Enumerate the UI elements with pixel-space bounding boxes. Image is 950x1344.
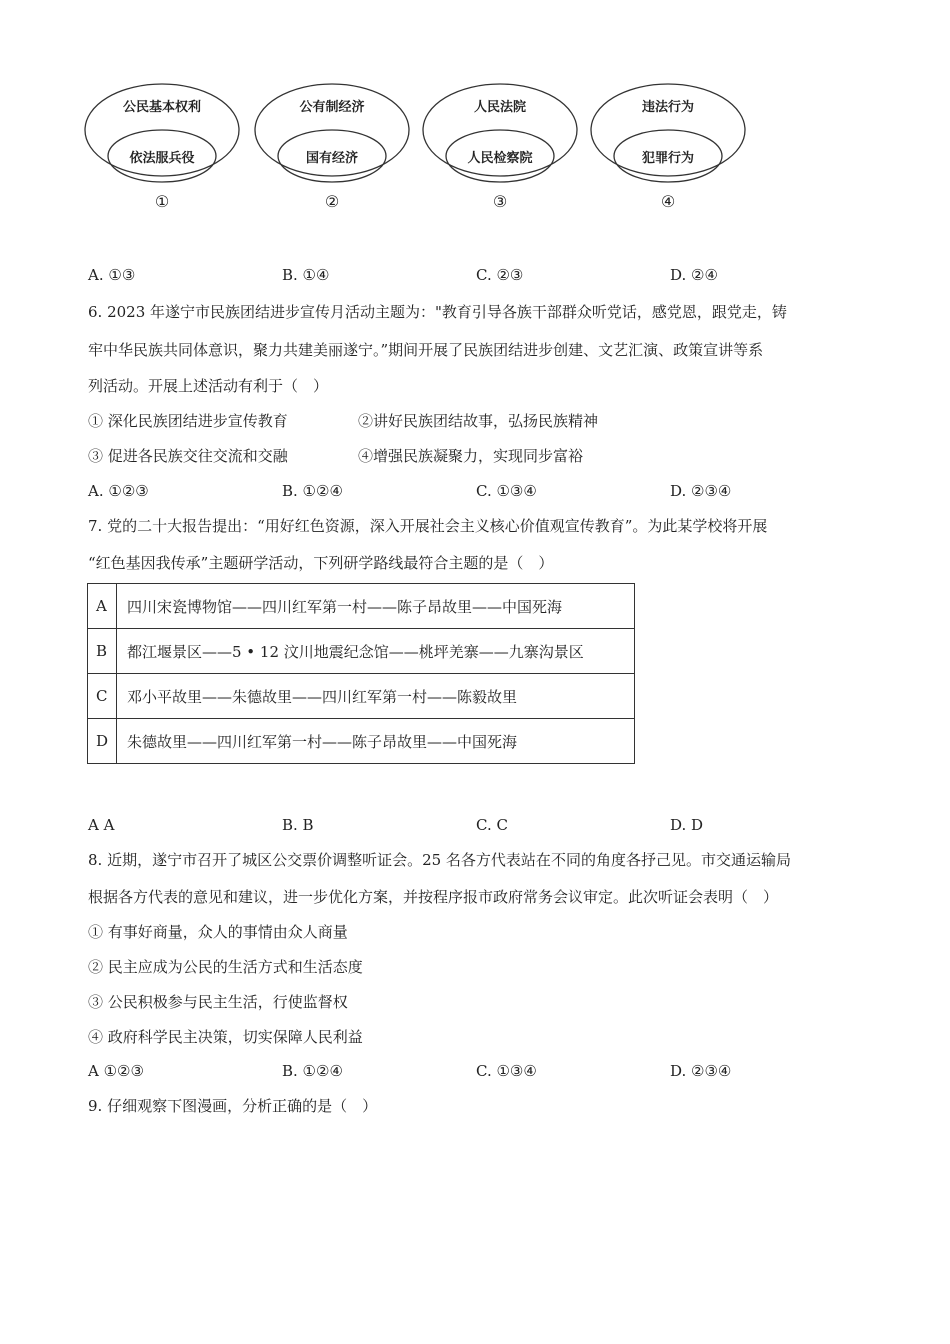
diagram-4-outer-label: 违法行为 (641, 100, 695, 115)
diagram-1 (85, 84, 239, 211)
diagram-2-number: ② (324, 192, 340, 211)
diagram-4 (591, 84, 745, 211)
q5-option-c[interactable]: C. ②③ (476, 266, 524, 284)
q8-statement-2: ② 民主应成为公民的生活方式和生活态度 (88, 958, 363, 976)
diagram-3-inner-label: 人民检察院 (467, 151, 533, 166)
q6-option-b[interactable]: B. ①②④ (282, 482, 343, 500)
diagram-1-inner-label: 依法服兵役 (129, 151, 195, 166)
q5-option-b[interactable]: B. ①④ (282, 266, 330, 284)
diagram-1-outer-label: 公民基本权利 (122, 100, 202, 115)
q8-statement-1: ① 有事好商量，众人的事情由众人商量 (88, 923, 348, 941)
table-row (88, 584, 635, 629)
q6-option-d[interactable]: D. ②③④ (670, 482, 732, 500)
q6-option-c[interactable]: C. ①③④ (476, 482, 537, 500)
diagram-4-number: ④ (660, 192, 676, 211)
row-route: 四川宋瓷博物馆——四川红军第一村——陈子昂故里——中国死海 (117, 584, 635, 629)
venn-diagrams (84, 82, 754, 217)
q7-option-b[interactable]: B. B (282, 816, 314, 834)
table-row (88, 629, 635, 674)
q5-option-d[interactable]: D. ②④ (670, 266, 718, 284)
q7-line-1: 7. 党的二十大报告提出：“用好红色资源，深入开展社会主义核心价值观宣传教育”。为此某学校将开展 (88, 517, 768, 535)
q6-line-2: 牢中华民族共同体意识，聚力共建美丽遂宁。”期间开展了民族团结进步创建、文艺汇演、政策宣讲等系 (88, 341, 764, 359)
q8-option-c[interactable]: C. ①③④ (476, 1062, 537, 1080)
diagram-2-outer-label: 公有制经济 (299, 100, 365, 115)
q6-statement-3: ③ 促进各民族交往交流和交融 (88, 447, 288, 465)
q8-line-2: 根据各方代表的意见和建议，进一步优化方案，并按程序报市政府常务会议审定。此次听证会表明（ ） (88, 888, 779, 906)
row-route: 邓小平故里——朱德故里——四川红军第一村——陈毅故里 (117, 674, 635, 719)
q8-statement-4: ④ 政府科学民主决策，切实保障人民利益 (88, 1028, 363, 1046)
diagram-1-number: ① (154, 192, 170, 211)
route-table (87, 583, 635, 764)
diagram-3-outer-label: 人民法院 (473, 100, 527, 115)
row-key: A (88, 584, 117, 629)
table-row (88, 674, 635, 719)
row-route: 朱德故里——四川红军第一村——陈子昂故里——中国死海 (117, 719, 635, 764)
diagram-2-inner-label: 国有经济 (305, 151, 359, 166)
q8-statement-3: ③ 公民积极参与民主生活，行使监督权 (88, 993, 348, 1011)
row-route: 都江堰景区——5 • 12 汶川地震纪念馆——桃坪羌寨——九寨沟景区 (117, 629, 635, 674)
q7-option-a[interactable]: A A (88, 816, 115, 834)
q7-line-2: “红色基因我传承”主题研学活动，下列研学路线最符合主题的是（ ） (88, 554, 554, 572)
q5-option-a[interactable]: A. ①③ (88, 266, 136, 284)
diagram-4-inner-label: 犯罪行为 (641, 151, 695, 166)
row-key: D (88, 719, 117, 764)
q6-line-3: 列活动。开展上述活动有利于（ ） (88, 377, 329, 395)
q8-option-b[interactable]: B. ①②④ (282, 1062, 343, 1080)
q9-line-1: 9. 仔细观察下图漫画，分析正确的是（ ） (88, 1097, 378, 1115)
diagram-2 (255, 84, 409, 211)
q6-line-1: 6. 2023 年遂宁市民族团结进步宣传月活动主题为："教育引导各族干部群众听党话，感党恩，跟党走，铸 (88, 303, 787, 321)
q8-option-d[interactable]: D. ②③④ (670, 1062, 732, 1080)
q6-statement-4: ④增强民族凝聚力，实现同步富裕 (358, 447, 584, 465)
q7-option-d[interactable]: D. D (670, 816, 704, 834)
q6-option-a[interactable]: A. ①②③ (88, 482, 149, 500)
q8-option-a[interactable]: A ①②③ (88, 1062, 144, 1080)
diagram-3-number: ③ (492, 192, 508, 211)
q7-option-c[interactable]: C. C (476, 816, 508, 834)
diagram-3 (423, 84, 577, 211)
q8-line-1: 8. 近期，遂宁市召开了城区公交票价调整听证会。25 名各方代表站在不同的角度各抒己见。市交通运输局 (88, 851, 791, 869)
q6-statement-2: ②讲好民族团结故事，弘扬民族精神 (358, 412, 599, 430)
table-row (88, 719, 635, 764)
row-key: B (88, 629, 117, 674)
q6-statement-1: ① 深化民族团结进步宣传教育 (88, 412, 288, 430)
row-key: C (88, 674, 117, 719)
